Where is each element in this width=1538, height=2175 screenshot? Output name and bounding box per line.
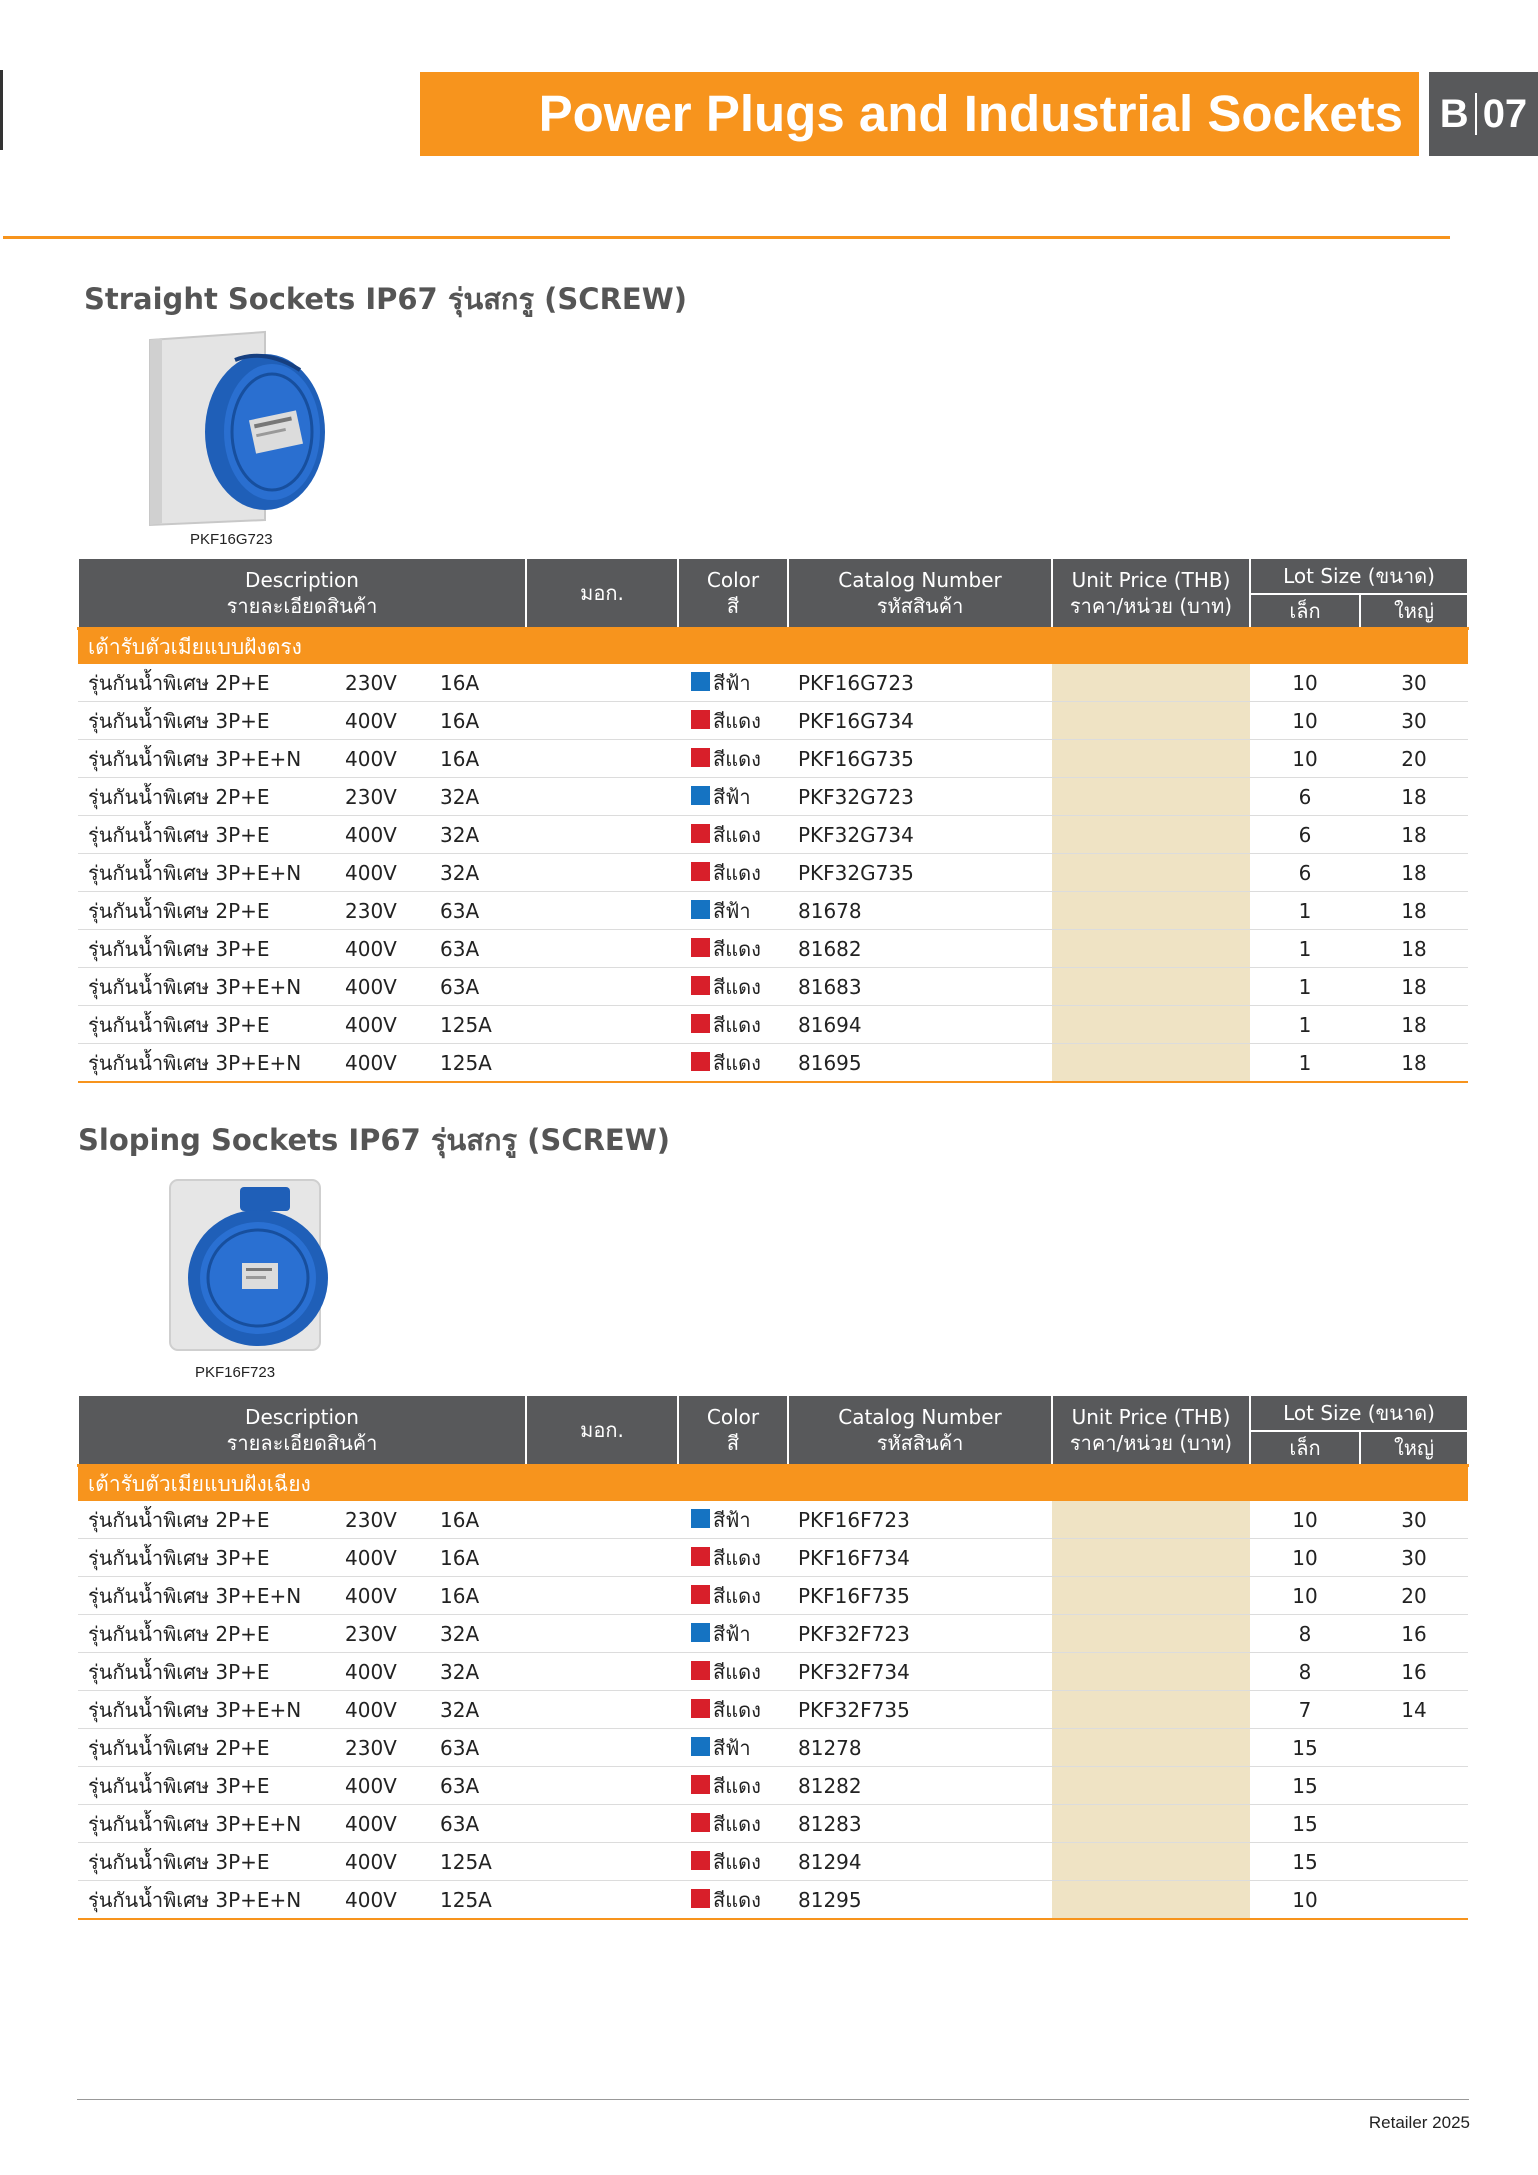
- table-row: [78, 1501, 1468, 1539]
- page-tab: [1429, 72, 1538, 156]
- color-name: สีแดง: [713, 822, 761, 847]
- unit-price: [1052, 1691, 1250, 1729]
- table-row: [78, 854, 1468, 892]
- color-name: สีฟ้า: [713, 898, 751, 923]
- description-cell: [78, 1843, 678, 1881]
- col-catalog-number: Catalog Number รหัสสินค้า: [788, 1396, 1052, 1466]
- color-cell: [678, 740, 788, 778]
- color-name: สีฟ้า: [713, 670, 751, 695]
- color-swatch: [691, 976, 710, 995]
- color-cell: [678, 930, 788, 968]
- col-color: Color สี: [678, 1396, 788, 1466]
- description-text: รุ่นกันน้ำพิเศษ 2P+E: [88, 1621, 270, 1646]
- description-text: รุ่นกันน้ำพิเศษ 3P+E: [88, 822, 270, 847]
- footer-text: Retailer 2025: [1368, 2113, 1470, 2132]
- table-row: [78, 1843, 1468, 1881]
- unit-price: [1052, 854, 1250, 892]
- current: 16A: [440, 670, 480, 695]
- description-cell: [78, 816, 678, 854]
- lot-small: 1: [1250, 892, 1360, 930]
- table-row: [78, 1615, 1468, 1653]
- lot-large: 16: [1360, 1615, 1468, 1653]
- voltage: 400V: [345, 708, 397, 733]
- unit-price: [1052, 1577, 1250, 1615]
- description-cell: [78, 1577, 678, 1615]
- voltage: 400V: [345, 1773, 397, 1798]
- table-row: [78, 702, 1468, 740]
- description-cell: [78, 1653, 678, 1691]
- col-tis: มอก.: [526, 559, 678, 629]
- unit-price: [1052, 1843, 1250, 1881]
- lot-large: 16: [1360, 1653, 1468, 1691]
- voltage: 400V: [345, 1887, 397, 1912]
- color-swatch: [691, 1014, 710, 1033]
- lot-small: 7: [1250, 1691, 1360, 1729]
- table-row: [78, 1006, 1468, 1044]
- current: 16A: [440, 1583, 480, 1608]
- color-swatch: [691, 786, 710, 805]
- color-cell: [678, 1653, 788, 1691]
- table-row: [78, 930, 1468, 968]
- voltage: 400V: [345, 1849, 397, 1874]
- unit-price: [1052, 702, 1250, 740]
- footer-rule: [77, 2099, 1469, 2100]
- table-row: [78, 816, 1468, 854]
- unit-price: [1052, 816, 1250, 854]
- color-swatch: [691, 900, 710, 919]
- color-cell: [678, 968, 788, 1006]
- lot-small: 10: [1250, 1539, 1360, 1577]
- description-cell: [78, 1729, 678, 1767]
- color-swatch: [691, 1547, 710, 1566]
- lot-small: 10: [1250, 740, 1360, 778]
- col-description: Description รายละเอียดสินค้า: [78, 1396, 526, 1466]
- table-row: [78, 892, 1468, 930]
- color-cell: [678, 1881, 788, 1920]
- color-cell: [678, 778, 788, 816]
- voltage: 230V: [345, 1507, 397, 1532]
- lot-small: 10: [1250, 664, 1360, 702]
- col-tis: มอก.: [526, 1396, 678, 1466]
- color-name: สีฟ้า: [713, 1507, 751, 1532]
- unit-price: [1052, 1805, 1250, 1843]
- description-text: รุ่นกันน้ำพิเศษ 3P+E: [88, 1773, 270, 1798]
- color-name: สีแดง: [713, 936, 761, 961]
- description-text: รุ่นกันน้ำพิเศษ 3P+E+N: [88, 860, 302, 885]
- table-row: [78, 740, 1468, 778]
- voltage: 400V: [345, 1050, 397, 1075]
- color-cell: [678, 892, 788, 930]
- col-catalog-number: Catalog Number รหัสสินค้า: [788, 559, 1052, 629]
- lot-small: 6: [1250, 778, 1360, 816]
- current: 32A: [440, 860, 480, 885]
- color-cell: [678, 1501, 788, 1539]
- catalog-number: PKF32F723: [788, 1615, 1052, 1653]
- lot-small: 15: [1250, 1805, 1360, 1843]
- col-lot-size: Lot Size (ขนาด): [1250, 559, 1468, 594]
- current: 16A: [440, 746, 480, 771]
- description-cell: [78, 1767, 678, 1805]
- catalog-number: PKF32F735: [788, 1691, 1052, 1729]
- description-text: รุ่นกันน้ำพิเศษ 3P+E: [88, 1849, 270, 1874]
- lot-large: 18: [1360, 930, 1468, 968]
- table-row: [78, 1577, 1468, 1615]
- catalog-number: PKF32F734: [788, 1653, 1052, 1691]
- description-cell: [78, 740, 678, 778]
- col-lot-small: เล็ก: [1250, 594, 1360, 629]
- color-cell: [678, 1843, 788, 1881]
- voltage: 400V: [345, 1811, 397, 1836]
- tab-divider: [1475, 93, 1477, 135]
- color-cell: [678, 854, 788, 892]
- unit-price: [1052, 968, 1250, 1006]
- current: 63A: [440, 1811, 480, 1836]
- lot-large: [1360, 1843, 1468, 1881]
- unit-price: [1052, 1729, 1250, 1767]
- current: 16A: [440, 708, 480, 733]
- lot-small: 1: [1250, 1044, 1360, 1083]
- description-text: รุ่นกันน้ำพิเศษ 2P+E: [88, 784, 270, 809]
- color-swatch: [691, 1775, 710, 1794]
- color-swatch: [691, 1052, 710, 1071]
- lot-large: 14: [1360, 1691, 1468, 1729]
- col-lot-size: Lot Size (ขนาด): [1250, 1396, 1468, 1431]
- catalog-number: PKF32G735: [788, 854, 1052, 892]
- current: 32A: [440, 1697, 480, 1722]
- description-cell: [78, 930, 678, 968]
- color-name: สีแดง: [713, 1887, 761, 1912]
- sloping-image-caption: PKF16F723: [195, 1364, 276, 1381]
- lot-small: 10: [1250, 702, 1360, 740]
- description-cell: [78, 1539, 678, 1577]
- color-name: สีแดง: [713, 1659, 761, 1684]
- color-cell: [678, 1691, 788, 1729]
- col-lot-large: ใหญ่: [1360, 594, 1468, 629]
- color-name: สีแดง: [713, 1811, 761, 1836]
- current: 63A: [440, 898, 480, 923]
- unit-price: [1052, 778, 1250, 816]
- voltage: 230V: [345, 784, 397, 809]
- voltage: 400V: [345, 822, 397, 847]
- lot-large: 18: [1360, 1006, 1468, 1044]
- voltage: 400V: [345, 1012, 397, 1037]
- lot-small: 1: [1250, 1006, 1360, 1044]
- lot-small: 15: [1250, 1729, 1360, 1767]
- straight-socket-image: [140, 330, 330, 530]
- color-swatch: [691, 1699, 710, 1718]
- voltage: 400V: [345, 974, 397, 999]
- unit-price: [1052, 1501, 1250, 1539]
- table-row: [78, 1805, 1468, 1843]
- description-text: รุ่นกันน้ำพิเศษ 3P+E: [88, 1545, 270, 1570]
- table-row: [78, 778, 1468, 816]
- catalog-number: PKF32G723: [788, 778, 1052, 816]
- page-title: Power Plugs and Industrial Sockets: [420, 72, 1419, 156]
- catalog-number: PKF16G723: [788, 664, 1052, 702]
- voltage: 230V: [345, 1621, 397, 1646]
- lot-large: 20: [1360, 1577, 1468, 1615]
- color-name: สีแดง: [713, 974, 761, 999]
- color-swatch: [691, 1851, 710, 1870]
- section-title-sloping: Sloping Sockets IP67 รุ่นสกรู (SCREW): [78, 1123, 670, 1157]
- color-swatch: [691, 1623, 710, 1642]
- current: 16A: [440, 1545, 480, 1570]
- color-cell: [678, 664, 788, 702]
- description-text: รุ่นกันน้ำพิเศษ 3P+E+N: [88, 1811, 302, 1836]
- unit-price: [1052, 1881, 1250, 1920]
- table-row: [78, 1653, 1468, 1691]
- col-unit-price: Unit Price (THB) ราคา/หน่วย (บาท): [1052, 1396, 1250, 1466]
- color-cell: [678, 1767, 788, 1805]
- catalog-number: PKF16F735: [788, 1577, 1052, 1615]
- unit-price: [1052, 740, 1250, 778]
- lot-large: [1360, 1805, 1468, 1843]
- color-cell: [678, 1006, 788, 1044]
- catalog-number: 81678: [788, 892, 1052, 930]
- voltage: 400V: [345, 1583, 397, 1608]
- voltage: 230V: [345, 898, 397, 923]
- unit-price: [1052, 1539, 1250, 1577]
- lot-large: 30: [1360, 664, 1468, 702]
- description-text: รุ่นกันน้ำพิเศษ 2P+E: [88, 1735, 270, 1760]
- color-swatch: [691, 862, 710, 881]
- col-description: Description รายละเอียดสินค้า: [78, 559, 526, 629]
- description-cell: [78, 1691, 678, 1729]
- table-row: [78, 1767, 1468, 1805]
- lot-large: 20: [1360, 740, 1468, 778]
- straight-image-caption: PKF16G723: [190, 531, 273, 548]
- color-cell: [678, 816, 788, 854]
- table-row: [78, 664, 1468, 702]
- group-label: เต้ารับตัวเมียแบบฝังเฉียง: [78, 1466, 1468, 1502]
- catalog-number: PKF16F734: [788, 1539, 1052, 1577]
- current: 125A: [440, 1849, 492, 1874]
- current: 63A: [440, 974, 480, 999]
- catalog-number: PKF16F723: [788, 1501, 1052, 1539]
- color-swatch: [691, 748, 710, 767]
- description-text: รุ่นกันน้ำพิเศษ 3P+E: [88, 708, 270, 733]
- table-row: [78, 1044, 1468, 1083]
- col-lot-large: ใหญ่: [1360, 1431, 1468, 1466]
- description-cell: [78, 892, 678, 930]
- voltage: 230V: [345, 670, 397, 695]
- catalog-number: 81282: [788, 1767, 1052, 1805]
- color-name: สีฟ้า: [713, 1735, 751, 1760]
- voltage: 230V: [345, 1735, 397, 1760]
- current: 63A: [440, 1735, 480, 1760]
- description-cell: [78, 1501, 678, 1539]
- lot-small: 6: [1250, 854, 1360, 892]
- unit-price: [1052, 930, 1250, 968]
- lot-small: 10: [1250, 1501, 1360, 1539]
- table-row: [78, 1881, 1468, 1920]
- header-rule: [3, 236, 1450, 239]
- unit-price: [1052, 1615, 1250, 1653]
- lot-large: 30: [1360, 1539, 1468, 1577]
- page-number: 07: [1482, 91, 1528, 136]
- color-swatch: [691, 1661, 710, 1680]
- unit-price: [1052, 1006, 1250, 1044]
- color-cell: [678, 702, 788, 740]
- description-text: รุ่นกันน้ำพิเศษ 3P+E: [88, 1659, 270, 1684]
- lot-small: 8: [1250, 1615, 1360, 1653]
- table-row: [78, 1729, 1468, 1767]
- group-label: เต้ารับตัวเมียแบบฝังตรง: [78, 629, 1468, 665]
- description-cell: [78, 1881, 678, 1920]
- col-lot-small: เล็ก: [1250, 1431, 1360, 1466]
- color-name: สีฟ้า: [713, 1621, 751, 1646]
- lot-large: 18: [1360, 1044, 1468, 1083]
- description-text: รุ่นกันน้ำพิเศษ 3P+E+N: [88, 1050, 302, 1075]
- color-name: สีแดง: [713, 1050, 761, 1075]
- section-title-straight: Straight Sockets IP67 รุ่นสกรู (SCREW): [84, 282, 687, 316]
- lot-small: 1: [1250, 930, 1360, 968]
- lot-large: [1360, 1729, 1468, 1767]
- description-text: รุ่นกันน้ำพิเศษ 2P+E: [88, 670, 270, 695]
- color-cell: [678, 1615, 788, 1653]
- catalog-number: 81295: [788, 1881, 1052, 1920]
- color-swatch: [691, 824, 710, 843]
- color-name: สีแดง: [713, 1012, 761, 1037]
- color-name: สีแดง: [713, 1849, 761, 1874]
- voltage: 400V: [345, 1545, 397, 1570]
- description-text: รุ่นกันน้ำพิเศษ 3P+E+N: [88, 746, 302, 771]
- description-text: รุ่นกันน้ำพิเศษ 3P+E+N: [88, 1583, 302, 1608]
- lot-large: 18: [1360, 778, 1468, 816]
- description-text: รุ่นกันน้ำพิเศษ 3P+E+N: [88, 974, 302, 999]
- unit-price: [1052, 1767, 1250, 1805]
- description-text: รุ่นกันน้ำพิเศษ 2P+E: [88, 1507, 270, 1532]
- sloping-socket-image: [160, 1175, 350, 1355]
- color-name: สีแดง: [713, 1583, 761, 1608]
- color-name: สีฟ้า: [713, 784, 751, 809]
- description-cell: [78, 664, 678, 702]
- table-row: [78, 1691, 1468, 1729]
- description-cell: [78, 702, 678, 740]
- current: 125A: [440, 1887, 492, 1912]
- current: 32A: [440, 784, 480, 809]
- catalog-number: 81683: [788, 968, 1052, 1006]
- current: 125A: [440, 1012, 492, 1037]
- color-cell: [678, 1044, 788, 1083]
- section-letter: B: [1439, 91, 1469, 136]
- description-text: รุ่นกันน้ำพิเศษ 2P+E: [88, 898, 270, 923]
- catalog-number: 81283: [788, 1805, 1052, 1843]
- voltage: 400V: [345, 1697, 397, 1722]
- lot-small: 15: [1250, 1843, 1360, 1881]
- description-cell: [78, 1615, 678, 1653]
- color-name: สีแดง: [713, 746, 761, 771]
- current: 32A: [440, 1621, 480, 1646]
- unit-price: [1052, 1044, 1250, 1083]
- description-cell: [78, 1044, 678, 1083]
- lot-large: 18: [1360, 854, 1468, 892]
- unit-price: [1052, 664, 1250, 702]
- voltage: 400V: [345, 746, 397, 771]
- color-swatch: [691, 1509, 710, 1528]
- col-unit-price: Unit Price (THB) ราคา/หน่วย (บาท): [1052, 559, 1250, 629]
- description-cell: [78, 778, 678, 816]
- color-name: สีแดง: [713, 1773, 761, 1798]
- unit-price: [1052, 1653, 1250, 1691]
- lot-large: [1360, 1767, 1468, 1805]
- current: 32A: [440, 822, 480, 847]
- color-name: สีแดง: [713, 1545, 761, 1570]
- voltage: 400V: [345, 860, 397, 885]
- voltage: 400V: [345, 936, 397, 961]
- lot-small: 15: [1250, 1767, 1360, 1805]
- description-text: รุ่นกันน้ำพิเศษ 3P+E: [88, 936, 270, 961]
- color-swatch: [691, 1813, 710, 1832]
- color-swatch: [691, 1889, 710, 1908]
- color-swatch: [691, 1737, 710, 1756]
- lot-large: 30: [1360, 702, 1468, 740]
- unit-price: [1052, 892, 1250, 930]
- lot-large: 30: [1360, 1501, 1468, 1539]
- lot-small: 10: [1250, 1577, 1360, 1615]
- description-text: รุ่นกันน้ำพิเศษ 3P+E+N: [88, 1887, 302, 1912]
- catalog-number: 81695: [788, 1044, 1052, 1083]
- catalog-number: PKF16G734: [788, 702, 1052, 740]
- description-text: รุ่นกันน้ำพิเศษ 3P+E+N: [88, 1697, 302, 1722]
- lot-large: 18: [1360, 892, 1468, 930]
- color-cell: [678, 1539, 788, 1577]
- table-row: [78, 968, 1468, 1006]
- color-name: สีแดง: [713, 860, 761, 885]
- color-name: สีแดง: [713, 1697, 761, 1722]
- color-swatch: [691, 710, 710, 729]
- description-cell: [78, 1006, 678, 1044]
- lot-small: 6: [1250, 816, 1360, 854]
- lot-small: 10: [1250, 1881, 1360, 1920]
- current: 32A: [440, 1659, 480, 1684]
- sloping-sockets-table: [77, 1396, 1469, 1920]
- current: 16A: [440, 1507, 480, 1532]
- description-cell: [78, 854, 678, 892]
- catalog-number: PKF16G735: [788, 740, 1052, 778]
- catalog-number: 81294: [788, 1843, 1052, 1881]
- catalog-number: 81694: [788, 1006, 1052, 1044]
- current: 63A: [440, 1773, 480, 1798]
- catalog-number: 81682: [788, 930, 1052, 968]
- description-cell: [78, 968, 678, 1006]
- color-cell: [678, 1805, 788, 1843]
- catalog-number: 81278: [788, 1729, 1052, 1767]
- lot-large: [1360, 1881, 1468, 1920]
- col-color: Color สี: [678, 559, 788, 629]
- description-cell: [78, 1805, 678, 1843]
- current: 63A: [440, 936, 480, 961]
- color-swatch: [691, 1585, 710, 1604]
- color-cell: [678, 1577, 788, 1615]
- voltage: 400V: [345, 1659, 397, 1684]
- color-swatch: [691, 672, 710, 691]
- lot-small: 1: [1250, 968, 1360, 1006]
- description-text: รุ่นกันน้ำพิเศษ 3P+E: [88, 1012, 270, 1037]
- color-swatch: [691, 938, 710, 957]
- straight-sockets-table: [77, 559, 1469, 1083]
- table-row: [78, 1539, 1468, 1577]
- current: 125A: [440, 1050, 492, 1075]
- color-cell: [678, 1729, 788, 1767]
- color-name: สีแดง: [713, 708, 761, 733]
- lot-small: 8: [1250, 1653, 1360, 1691]
- lot-large: 18: [1360, 968, 1468, 1006]
- catalog-number: PKF32G734: [788, 816, 1052, 854]
- page-edge-mark: [0, 70, 3, 150]
- lot-large: 18: [1360, 816, 1468, 854]
